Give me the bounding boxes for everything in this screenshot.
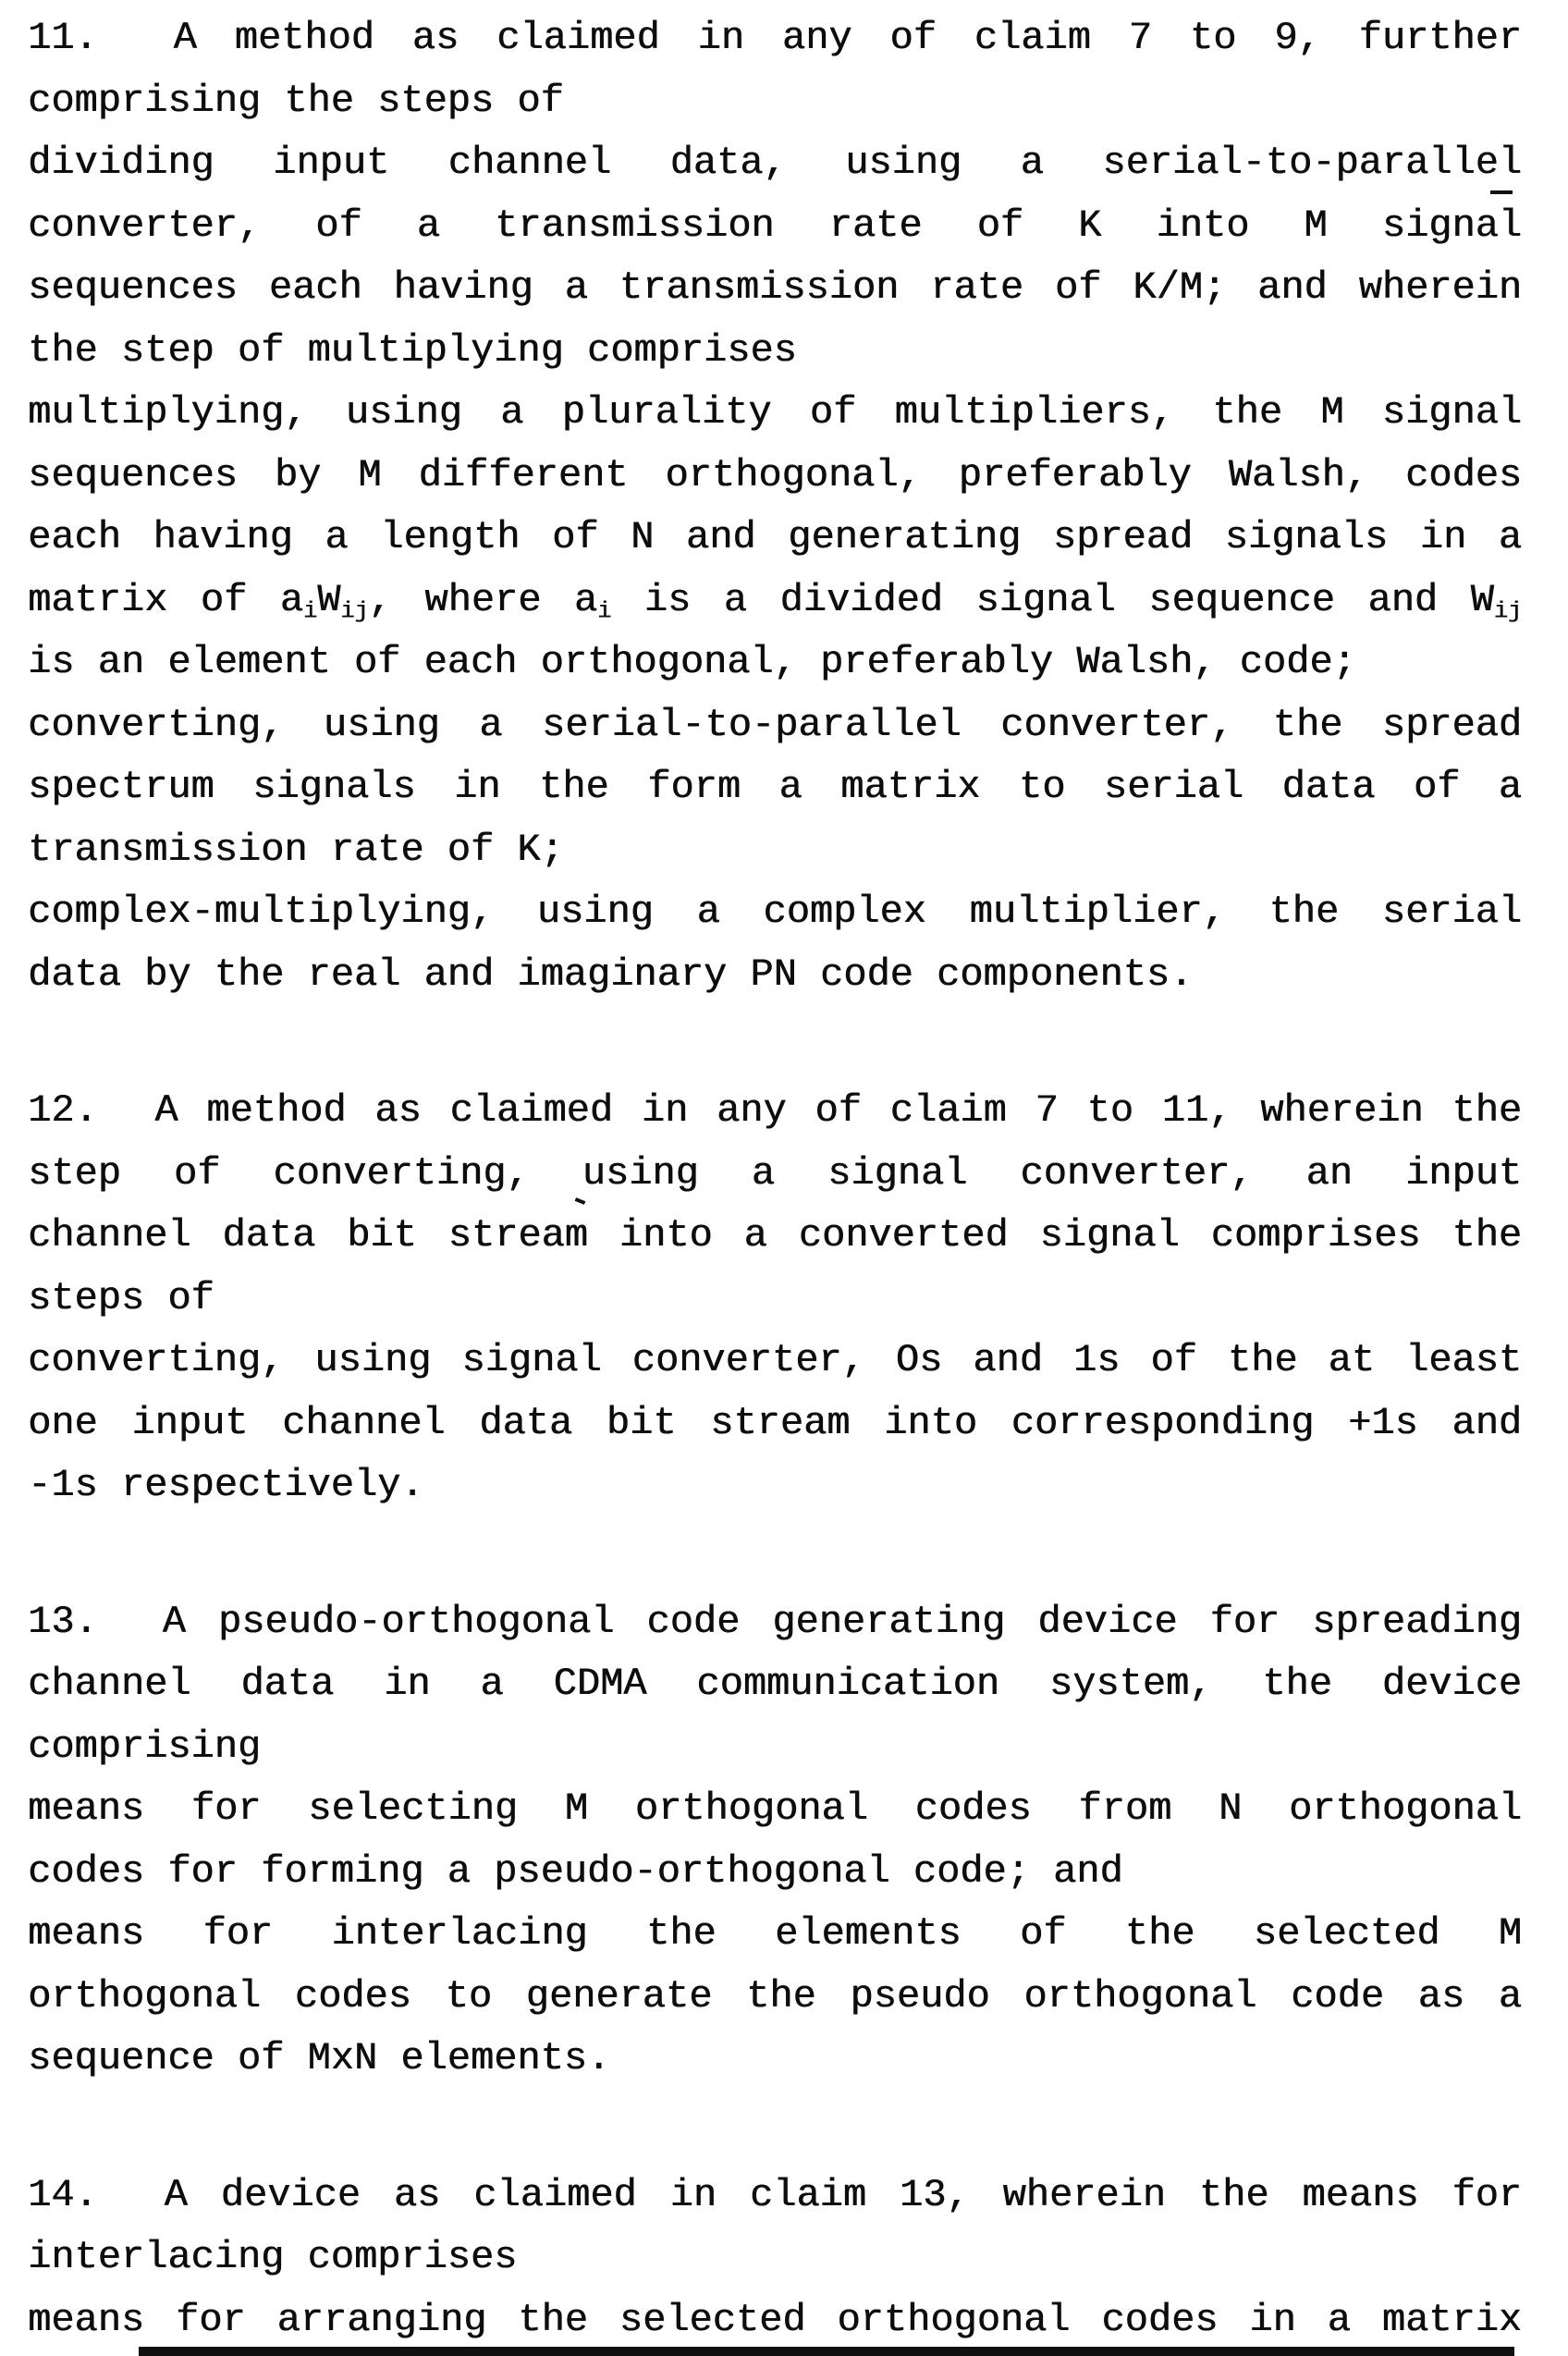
scan-speck-right-margin: [1490, 190, 1513, 194]
claim-11-line: complex-multiplying, using a complex multiplier, the serial: [28, 890, 1522, 934]
claim-13: [28, 1591, 1522, 2091]
claim-12-line: converting, using signal converter, Os and 1s of the at least: [28, 1338, 1522, 1382]
claim-13-line: means for selecting M orthogonal codes from N orthogonal: [28, 1786, 1522, 1831]
claim-11-line: sequences by M different orthogonal, preferably Walsh, codes: [28, 452, 1522, 497]
claim-14-line: means for arranging the selected orthogonal codes in a matrix: [28, 2297, 1522, 2342]
claim-14-line: interlacing comprises: [28, 2235, 518, 2279]
claim-11-line: comprising the steps of: [28, 78, 564, 123]
claim-12-line: one input channel data bit stream into corresponding +1s and: [28, 1400, 1522, 1445]
claim-11-line: the step of multiplying comprises: [28, 327, 797, 373]
claim-13-line: means for interlacing the elements of the selected M: [28, 1911, 1522, 1956]
claim-11-line: multiplying, using a plurality of multipliers, the M signal: [28, 390, 1522, 435]
claim-12: [28, 1080, 1522, 1517]
claim-11-line: transmission rate of K;: [28, 827, 564, 872]
claim-11-line: 11. A method as claimed in any of claim 7 to 9, further: [28, 16, 1522, 60]
claims-text: [28, 7, 1522, 2351]
claim-12-line: step of converting, using a signal converter, an input: [28, 1150, 1522, 1196]
claim-11-line: dividing input channel data, using a serial-to-parallel: [28, 141, 1522, 185]
claim-11: [28, 7, 1522, 1006]
claim-11-line: sequences each having a transmission rate of K/M; and wherein: [28, 265, 1522, 310]
claim-11-line: converter, of a transmission rate of K into M signal: [28, 202, 1522, 248]
claim-11-line: matrix of $a_iW_{ij}$, where $a_i$ is a divided signal sequence and $W_{ij}$: [28, 577, 1522, 625]
claim-13-line: sequence of MxN elements.: [28, 2036, 611, 2080]
claim-13-line: channel data in a CDMA communication system, the device: [28, 1662, 1522, 1706]
claim-12-line: channel data bit stream into a converted signal comprises the: [28, 1213, 1522, 1258]
claim-11-line: data by the real and imaginary PN code components.: [28, 951, 1194, 997]
claim-12-line: 12. A method as claimed in any of claim 7 to 11, wherein the: [28, 1088, 1522, 1133]
claim-11-line: spectrum signals in the form a matrix to serial data of a: [28, 765, 1522, 809]
claim-13-line: comprising: [28, 1724, 262, 1769]
claim-13-line: 13. A pseudo-orthogonal code generating device for spreading: [28, 1599, 1522, 1644]
claim-13-line: orthogonal codes to generate the pseudo orthogonal code as a: [28, 1973, 1522, 2019]
scan-page-edge-bar: [139, 2347, 1514, 2356]
claim-14-line: 14. A device as claimed in claim 13, wherein the means for: [28, 2172, 1522, 2217]
claim-12-line: -1s respectively.: [28, 1463, 424, 1507]
claim-11-line: each having a length of N and generating spread signals in a: [28, 515, 1522, 559]
claim-14: [28, 2165, 1522, 2352]
claim-11-line: is an element of each orthogonal, preferably Walsh, code;: [28, 640, 1356, 684]
claim-13-line: codes for forming a pseudo-orthogonal code; and: [28, 1848, 1123, 1894]
claim-12-line: steps of: [28, 1275, 214, 1320]
claim-11-line: converting, using a serial-to-parallel converter, the spread: [28, 702, 1522, 747]
